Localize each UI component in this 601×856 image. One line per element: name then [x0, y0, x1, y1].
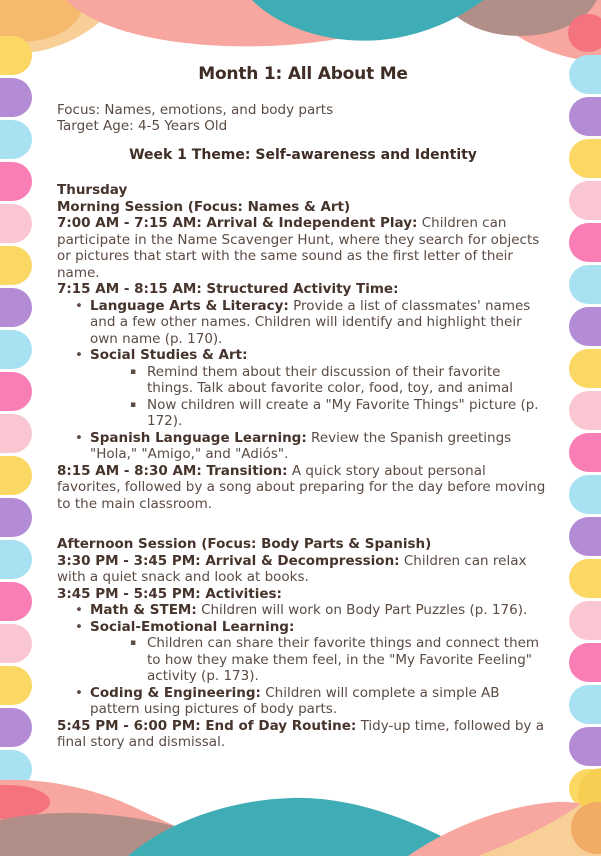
- right-rail-pill-hot-pink: [569, 223, 601, 262]
- schedule-bold-label: Social Studies & Art:: [90, 347, 248, 363]
- bullet-text: [90, 347, 549, 364]
- schedule-bold-label: 3:30 PM - 3:45 PM: Arrival & Decompression:: [57, 552, 400, 569]
- bullet-text: [90, 298, 549, 348]
- left-rail-pill-light-pink: [0, 204, 32, 243]
- bullet-text: [90, 685, 549, 718]
- right-rail-pill-yellow: [569, 349, 601, 388]
- bullet-marker: •: [75, 618, 83, 635]
- page-title: Month 1: All About Me: [198, 64, 408, 84]
- right-rail-pill-cyan: [569, 55, 601, 94]
- schedule-text: Children will work on Body Part Puzzles (p. 176).: [196, 602, 528, 618]
- right-rail-pill-light-pink: [569, 181, 601, 220]
- bullet-marker: •: [75, 684, 83, 701]
- bullet-text: [147, 364, 549, 397]
- right-rail-pill-purple: [569, 517, 601, 556]
- bullet-item: [57, 298, 549, 348]
- section-gap: [57, 512, 549, 536]
- document-content: [57, 66, 549, 751]
- schedule-line: [57, 199, 549, 216]
- left-rail-pill-purple: [0, 78, 32, 117]
- right-rail-pill-cyan: [569, 685, 601, 724]
- right-rail-pill-hot-pink: [569, 643, 601, 682]
- week-theme-heading: Week 1 Theme: Self-awareness and Identity: [129, 146, 477, 163]
- left-rail-pill-purple: [0, 708, 32, 747]
- bullet-item: [57, 602, 549, 619]
- right-rail-pill-hot-pink: [569, 433, 601, 472]
- sub-bullet-marker: ▪: [130, 399, 137, 410]
- schedule-text: Children can relax with a quiet snack and look at books.: [57, 552, 527, 585]
- schedule-bold-label: 3:45 PM - 5:45 PM: Activities:: [57, 585, 282, 602]
- left-rail-pill-yellow: [0, 36, 32, 75]
- right-rail-pill-purple: [569, 97, 601, 136]
- focus-line: Focus: Names, emotions, and body parts: [57, 101, 334, 118]
- sub-bullet-marker: ▪: [130, 638, 137, 648]
- bullet-item: [57, 685, 549, 718]
- right-rail-pill-cyan: [569, 265, 601, 304]
- bullet-marker: •: [75, 429, 83, 446]
- schedule-bold-label: 7:00 AM - 7:15 AM: Arrival & Independent Play:: [57, 215, 418, 231]
- sub-bullet-marker: ▪: [130, 366, 137, 377]
- left-rail-pill-light-pink: [0, 624, 32, 663]
- bullet-text: [147, 397, 549, 430]
- left-rail-pill-cyan: [0, 540, 32, 579]
- schedule-text: Children can participate in the Name Scavenger Hunt, where they search for objects or pictures that start with the same sound as the first letter of their name.: [57, 215, 540, 281]
- sub-bullet-item: [57, 397, 549, 430]
- schedule-bold-label: Afternoon Session (Focus: Body Parts & Spanish): [57, 536, 432, 552]
- right-rail-pill-light-pink: [569, 601, 601, 640]
- schedule-line: [57, 718, 549, 751]
- right-rail-pill-light-pink: [569, 391, 601, 430]
- schedule-blocks: [57, 182, 549, 751]
- schedule-bold-label: Thursday: [57, 182, 128, 198]
- target-age-line: Target Age: 4-5 Years Old: [57, 118, 228, 134]
- schedule-line: [57, 281, 549, 298]
- left-rail-pill-hot-pink: [0, 162, 32, 201]
- schedule-line: [57, 586, 549, 603]
- schedule-bold-label: Language Arts & Literacy:: [90, 297, 289, 314]
- schedule-text: Tidy-up time, followed by a final story and dismissal.: [57, 717, 544, 750]
- schedule-text: Remind them about their discussion of their favorite things. Talk about favorite color, food, toy, and animal: [147, 363, 514, 396]
- sub-bullet-item: [57, 364, 549, 397]
- schedule-line: [57, 553, 549, 586]
- schedule-bold-label: Morning Session (Focus: Names & Art): [57, 198, 351, 215]
- bullet-text: [90, 430, 549, 463]
- right-rail-pill-purple: [569, 307, 601, 346]
- left-rail-pill-purple: [0, 288, 32, 327]
- bullet-item: [57, 347, 549, 364]
- schedule-text: Review the Spanish greetings "Hola," "Amigo," and "Adiós".: [90, 429, 512, 462]
- schedule-line: [57, 182, 549, 199]
- schedule-text: Now children will create a "My Favorite Things" picture (p. 172).: [147, 396, 539, 429]
- right-rail-pill-yellow: [569, 559, 601, 598]
- schedule-bold-label: Math & STEM:: [90, 602, 197, 618]
- left-rail-pill-hot-pink: [0, 372, 32, 411]
- schedule-line: [57, 215, 549, 281]
- bullet-marker: •: [75, 347, 83, 363]
- schedule-text: Children will complete a simple AB pattern using pictures of body parts.: [90, 684, 500, 717]
- left-rail-pill-yellow: [0, 246, 32, 285]
- schedule-line: [57, 463, 549, 513]
- sub-bullet-item: [57, 635, 549, 685]
- schedule-bold-label: Coding & Engineering:: [90, 684, 261, 701]
- right-rail-pill-yellow: [569, 139, 601, 178]
- left-rail-pill-cyan: [0, 330, 32, 369]
- schedule-bold-label: Spanish Language Learning:: [90, 429, 307, 446]
- schedule-line: [57, 536, 549, 553]
- schedule-bold-label: 8:15 AM - 8:30 AM: Transition:: [57, 462, 288, 479]
- bullet-text: [90, 602, 549, 619]
- left-rail-pill-cyan: [0, 120, 32, 159]
- bullet-item: [57, 619, 549, 636]
- schedule-bold-label: 5:45 PM - 6:00 PM: End of Day Routine:: [57, 717, 357, 734]
- left-rail-pill-yellow: [0, 456, 32, 495]
- bottom-wave-decoration: [0, 746, 601, 856]
- bullet-text: [147, 635, 549, 685]
- left-rail-pill-purple: [0, 498, 32, 537]
- left-rail-pill-hot-pink: [0, 582, 32, 621]
- schedule-text: Children can share their favorite things and connect them to how they make them feel, in the "My Favorite Feeling" activity (p. 173).: [147, 635, 540, 684]
- schedule-bold-label: 7:15 AM - 8:15 AM: Structured Activity Time:: [57, 281, 399, 297]
- bullet-marker: •: [75, 297, 83, 314]
- schedule-bold-label: Social-Emotional Learning:: [90, 618, 295, 635]
- bullet-text: [90, 619, 549, 636]
- bullet-item: [57, 430, 549, 463]
- right-rail-pill-cyan: [569, 475, 601, 514]
- bullet-marker: •: [75, 602, 83, 618]
- schedule-text: Provide a list of classmates' names and a few other names. Children will identify and highlight their own name (p. 170).: [90, 297, 531, 347]
- left-rail-pill-yellow: [0, 666, 32, 705]
- left-rail-pill-light-pink: [0, 414, 32, 453]
- schedule-text: A quick story about personal favorites, followed by a song about preparing for the day before moving to the main classroom.: [57, 462, 546, 512]
